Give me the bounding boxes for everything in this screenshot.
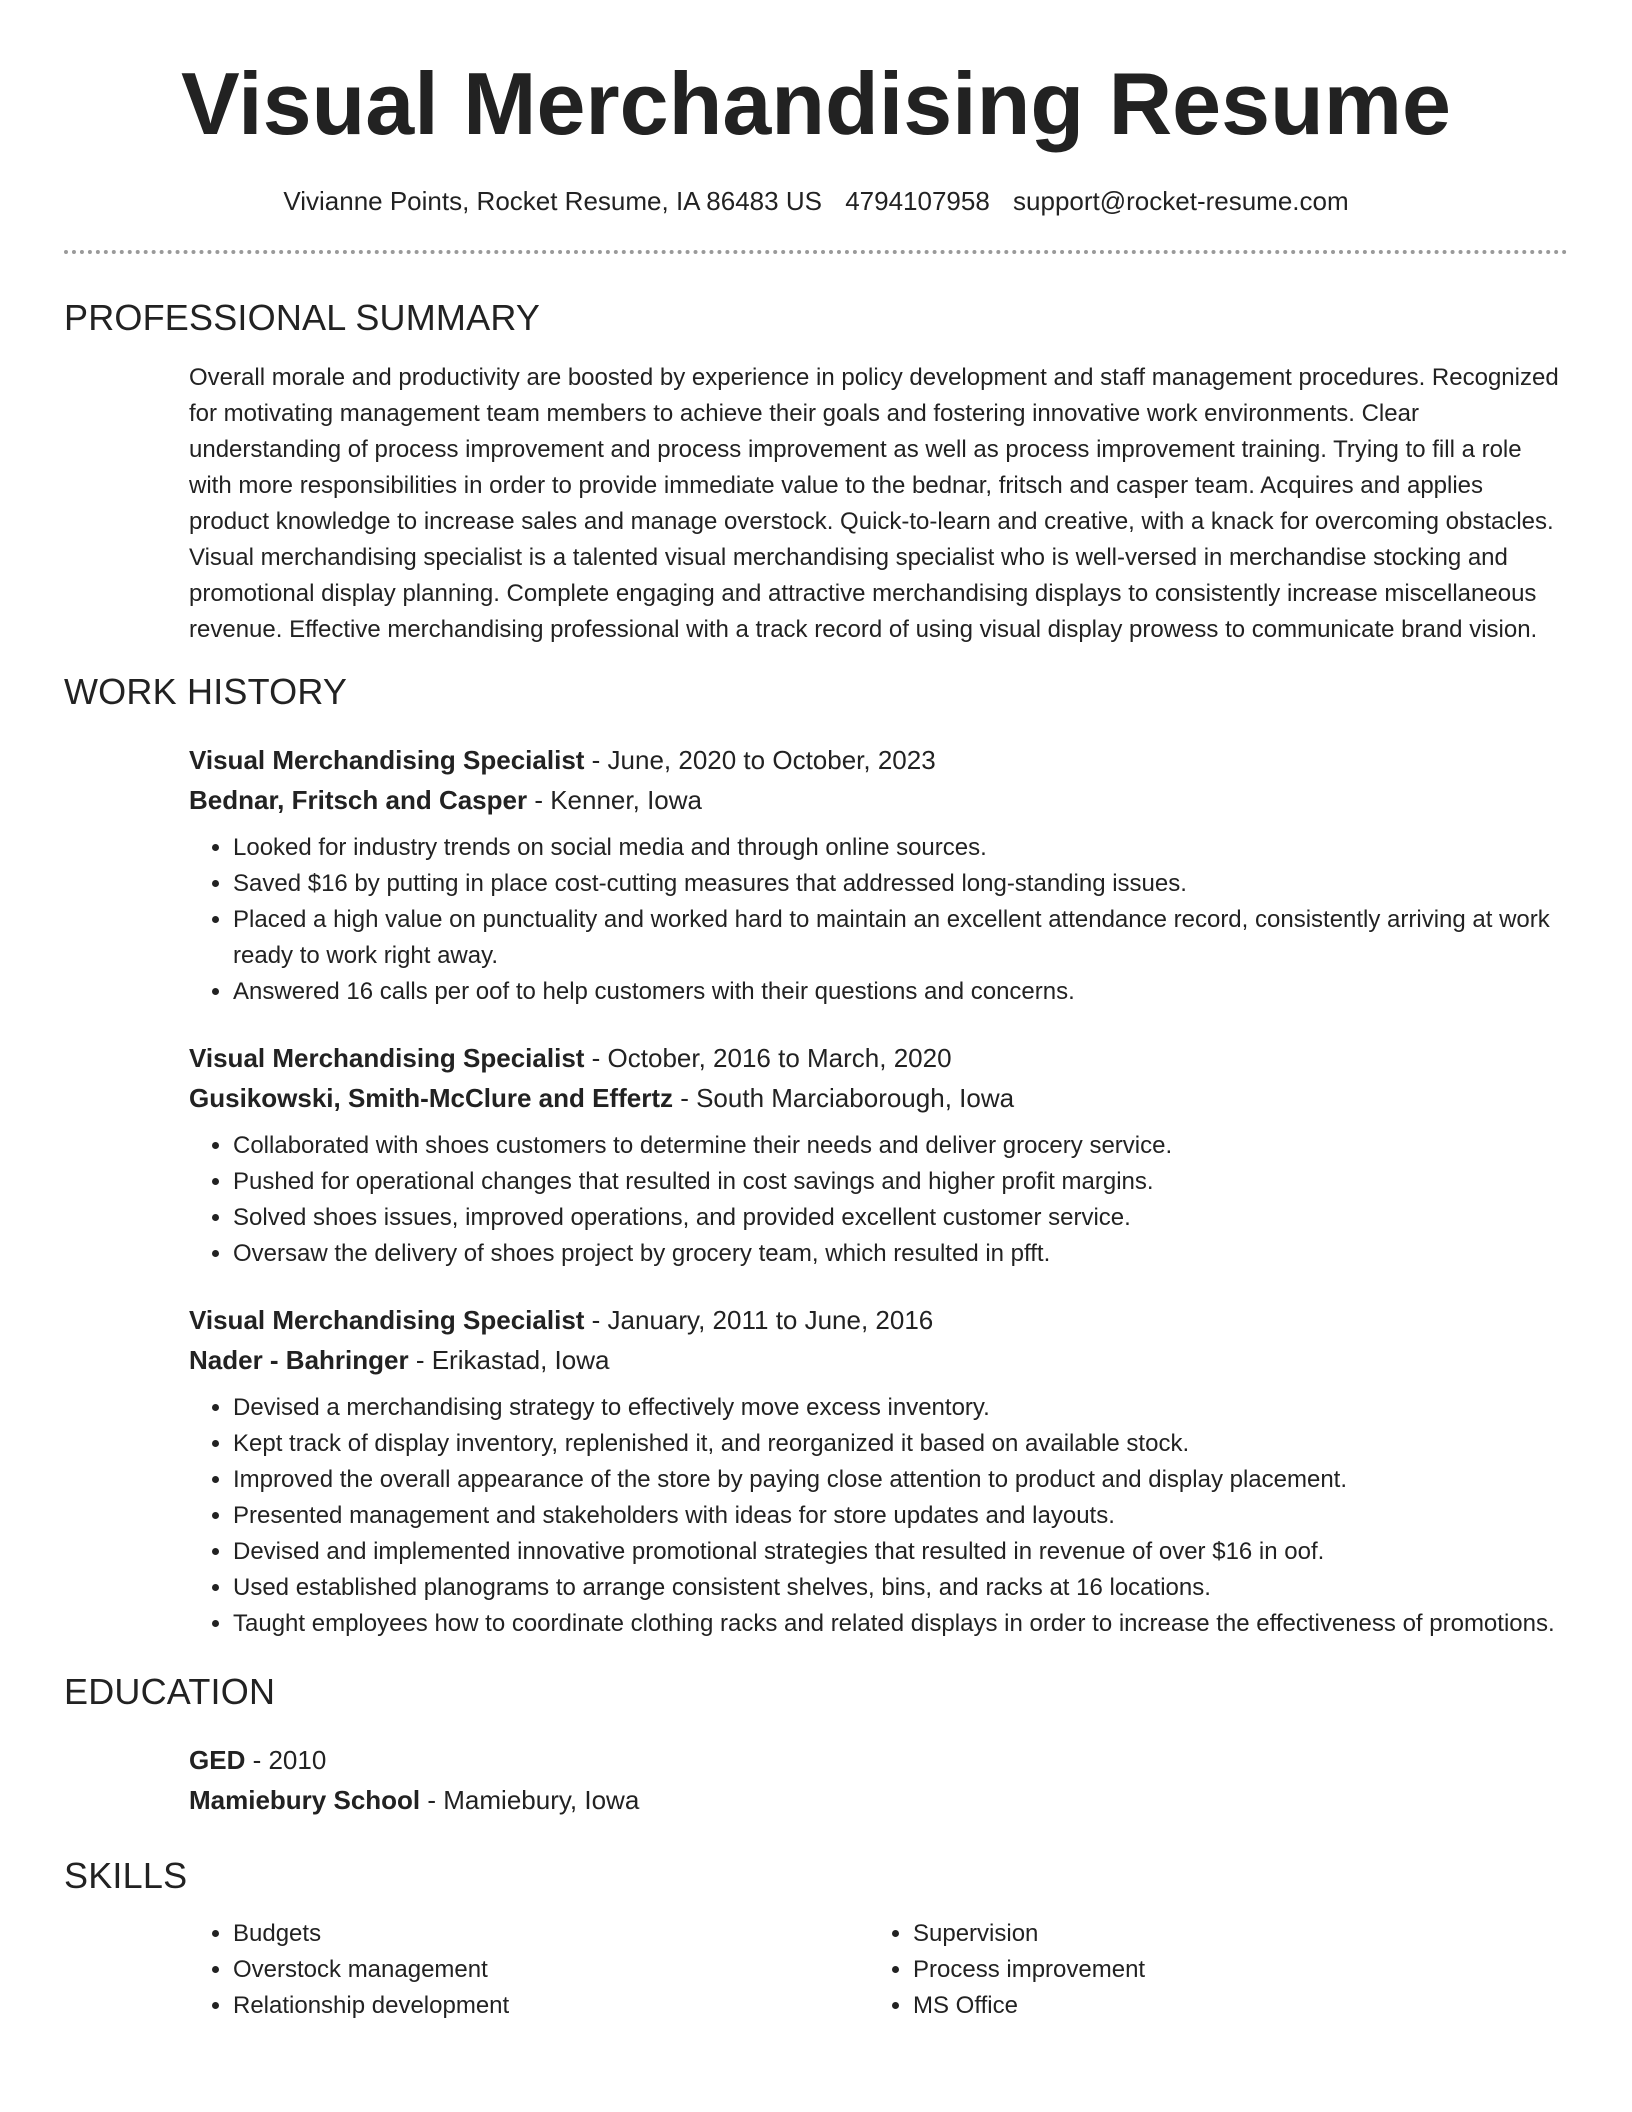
job-bullets (189, 1390, 1568, 1642)
summary-text: Overall morale and productivity are boosted by experience in policy development and staff management procedures. Recognized for motivating management team members to achieve their goals and fostering innovative work environments. Clear understanding of process improvement and process improvement as well as process improvement training. Trying to fill a role with more responsibilities in order to provide immediate value to the bednar, fritsch and casper team. Acquires and applies product knowledge to increase sales and manage overstock. Quick-to-learn and creative, with a knack for overcoming obstacles. Visual merchandising specialist is a talented visual merchandising specialist who is well-versed in merchandise stocking and promotional display planning. Complete engaging and attractive merchandising displays to consistently increase miscellaneous revenue. Effective merchandising professional with a track record of using visual display prowess to communicate brand vision. (189, 364, 1559, 643)
education-degree: GED (189, 1745, 246, 1775)
list-item: • Taught employees how to coordinate clothing racks and related displays in order to increase the effectiveness of promotions. (233, 1606, 1568, 1642)
education-heading: EDUCATION (64, 1671, 276, 1712)
job-bullets (189, 1128, 1568, 1272)
skill-item: • Relationship development (233, 1988, 869, 2024)
skill-item: • Supervision (913, 1916, 1549, 1952)
list-item: • Looked for industry trends on social media and through online sources. (233, 830, 1568, 866)
education-location: - Mamiebury, Iowa (420, 1785, 640, 1815)
education-entry (64, 1740, 1568, 1820)
list-item: • Devised a merchandising strategy to effectively move excess inventory. (233, 1390, 1568, 1426)
skills-column-right (869, 1916, 1549, 2024)
skills-column-left (189, 1916, 869, 2024)
job-title-line (189, 1300, 1568, 1340)
job-entry (189, 1038, 1568, 1272)
job-entry (189, 740, 1568, 1010)
contact-info (64, 184, 1568, 218)
skill-item: • Process improvement (913, 1952, 1549, 1988)
job-dates: - June, 2020 to October, 2023 (584, 745, 936, 775)
job-title: Visual Merchandising Specialist (189, 745, 585, 775)
work-history-heading: WORK HISTORY (64, 671, 348, 712)
job-company-line (189, 1340, 1568, 1380)
resume-title: Visual Merchandising Resume (181, 54, 1451, 153)
skills-heading: SKILLS (64, 1855, 188, 1896)
job-title: Visual Merchandising Specialist (189, 1305, 585, 1335)
job-company: Bednar, Fritsch and Casper (189, 785, 528, 815)
job-title: Visual Merchandising Specialist (189, 1043, 585, 1073)
list-item: • Oversaw the delivery of shoes project by grocery team, which resulted in pfft. (233, 1236, 1568, 1272)
list-item: • Devised and implemented innovative promotional strategies that resulted in revenue of over $16 in oof. (233, 1534, 1568, 1570)
education-year: - 2010 (245, 1745, 327, 1775)
work-history (64, 740, 1568, 1642)
education-school: Mamiebury School (189, 1785, 421, 1815)
education-school-line (189, 1780, 1568, 1820)
list-item: • Used established planograms to arrange consistent shelves, bins, and racks at 16 locations. (233, 1570, 1568, 1606)
list-item: • Kept track of display inventory, replenished it, and reorganized it based on available stock. (233, 1426, 1568, 1462)
list-item: • Improved the overall appearance of the store by paying close attention to product and display placement. (233, 1462, 1568, 1498)
education-degree-line (189, 1740, 1568, 1780)
list-item: • Solved shoes issues, improved operations, and provided excellent customer service. (233, 1200, 1568, 1236)
skill-item: • Budgets (233, 1916, 869, 1952)
job-dates: - January, 2011 to June, 2016 (584, 1305, 934, 1335)
list-item: • Answered 16 calls per oof to help customers with their questions and concerns. (233, 974, 1568, 1010)
list-item: • Collaborated with shoes customers to determine their needs and deliver grocery service. (233, 1128, 1568, 1164)
job-title-line (189, 740, 1568, 780)
job-company: Gusikowski, Smith-McClure and Effertz (189, 1083, 673, 1113)
list-item: • Placed a high value on punctuality and worked hard to maintain an excellent attendance record, consistently arriving at work ready to work right away. (233, 902, 1568, 974)
contact-email: support@rocket-resume.com (1013, 186, 1349, 216)
header-divider (64, 250, 1568, 254)
skill-item: • MS Office (913, 1988, 1549, 2024)
skill-item: • Overstock management (233, 1952, 869, 1988)
job-location: - South Marciaborough, Iowa (672, 1083, 1015, 1113)
job-dates: - October, 2016 to March, 2020 (584, 1043, 952, 1073)
list-item: • Pushed for operational changes that resulted in cost savings and higher profit margins. (233, 1164, 1568, 1200)
list-item: • Saved $16 by putting in place cost-cutting measures that addressed long-standing issues. (233, 866, 1568, 902)
contact-phone: 4794107958 (845, 186, 990, 216)
job-company: Nader - Bahringer (189, 1345, 409, 1375)
job-company-line (189, 1078, 1568, 1118)
job-entry (189, 1300, 1568, 1642)
summary-heading: PROFESSIONAL SUMMARY (64, 297, 541, 338)
list-item: • Presented management and stakeholders with ideas for store updates and layouts. (233, 1498, 1568, 1534)
job-company-line (189, 780, 1568, 820)
job-title-line (189, 1038, 1568, 1078)
skills-list (64, 1916, 1568, 2024)
job-location: - Kenner, Iowa (527, 785, 702, 815)
job-bullets (189, 830, 1568, 1010)
job-location: - Erikastad, Iowa (408, 1345, 610, 1375)
contact-address: Vivianne Points, Rocket Resume, IA 86483 US (283, 186, 822, 216)
